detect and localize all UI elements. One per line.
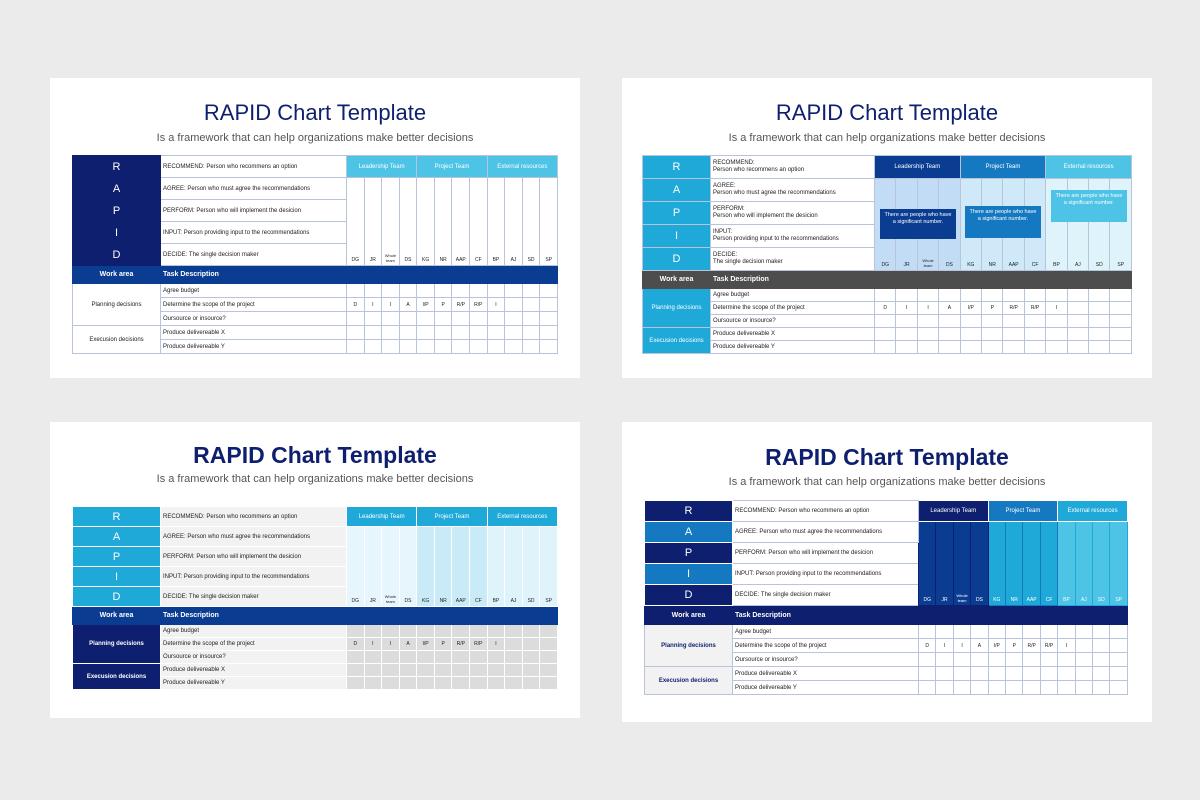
work-area-header: Work area bbox=[643, 271, 711, 289]
col-header: DG bbox=[347, 527, 365, 607]
col-header: JR bbox=[364, 527, 382, 607]
letter-cell: A bbox=[73, 527, 161, 547]
role-label: INPUT: bbox=[735, 571, 755, 577]
note-box: There are people who have a significant number. bbox=[880, 209, 956, 239]
group-leadership: Leadership Team bbox=[347, 156, 417, 178]
role-label: AGREE: bbox=[163, 185, 186, 192]
value-cell: I/P bbox=[417, 638, 435, 651]
rapid-table bbox=[644, 500, 1128, 695]
role-agree bbox=[711, 179, 875, 202]
value-cell: I/P bbox=[960, 302, 981, 315]
value-cell: I bbox=[382, 638, 400, 651]
role-label: AGREE: bbox=[735, 529, 758, 535]
col-header: KG bbox=[988, 522, 1005, 606]
col-header: AAP bbox=[1023, 522, 1040, 606]
header-fill bbox=[875, 271, 1132, 289]
slide-subtitle: Is a framework that can help organizations make better decisions bbox=[728, 476, 1046, 488]
role-input bbox=[161, 567, 347, 587]
task-row: Determine the scope of the project bbox=[733, 639, 919, 653]
letter-cell: R bbox=[73, 507, 161, 527]
role-label: INPUT: bbox=[163, 229, 183, 236]
col-header: NR bbox=[434, 527, 452, 607]
col-header: SD bbox=[522, 178, 540, 266]
letter-cell: I bbox=[73, 222, 161, 244]
col-header: JR bbox=[896, 179, 917, 271]
role-desc: The single decision maker bbox=[760, 592, 831, 598]
group-leadership: Leadership Team bbox=[875, 156, 961, 179]
role-desc: Person who must agree the recommendations bbox=[187, 185, 311, 192]
role-recommend bbox=[161, 156, 347, 178]
value-cell: I bbox=[364, 298, 382, 312]
work-area-header: Work area bbox=[73, 266, 161, 284]
letter-cell: R bbox=[73, 156, 161, 178]
value-cell: D bbox=[347, 298, 365, 312]
work-area-header: Work area bbox=[645, 606, 733, 625]
task-row: Agree budget bbox=[161, 625, 347, 638]
role-recommend bbox=[733, 501, 919, 522]
task-row: Agree budget bbox=[711, 289, 875, 302]
col-header: NR bbox=[434, 178, 452, 266]
role-decide bbox=[733, 585, 919, 606]
col-header: SP bbox=[540, 178, 558, 266]
col-header: CF bbox=[470, 178, 488, 266]
task-row: Determine the scope of the project bbox=[161, 298, 347, 312]
col-header: SD bbox=[1089, 179, 1110, 271]
value-cell: I bbox=[1046, 302, 1067, 315]
group-external: External resources bbox=[487, 507, 557, 527]
role-perform bbox=[161, 547, 347, 567]
role-desc: The single decision maker bbox=[713, 259, 783, 265]
work-area-header: Work area bbox=[73, 607, 161, 625]
col-header: AJ bbox=[1075, 522, 1092, 606]
value-cell: I bbox=[953, 639, 970, 653]
role-desc: Person who recommens an option bbox=[713, 167, 805, 173]
area-planning: Planning decisions bbox=[643, 289, 711, 328]
role-agree bbox=[161, 178, 347, 200]
letter-cell: P bbox=[645, 543, 733, 564]
task-row: Produce delivereable X bbox=[161, 326, 347, 340]
col-header: DS bbox=[939, 179, 960, 271]
letter-cell: I bbox=[73, 567, 161, 587]
role-desc: Person providing input to the recommendations bbox=[183, 573, 310, 580]
area-execusion: Execusion decisions bbox=[645, 667, 733, 695]
role-desc: Person who will implement the desicion bbox=[196, 553, 302, 560]
letter-cell: D bbox=[73, 244, 161, 266]
role-desc: Person who recommens an option bbox=[206, 163, 298, 170]
role-label: AGREE: bbox=[713, 182, 736, 189]
value-cell: I bbox=[364, 638, 382, 651]
role-label: INPUT: bbox=[713, 228, 733, 235]
col-header: JR bbox=[936, 522, 953, 606]
task-row: Produce delivereable Y bbox=[161, 340, 347, 354]
role-desc: Person who must agree the recommendations bbox=[187, 533, 311, 540]
col-header: NR bbox=[1006, 522, 1023, 606]
value-cell: I bbox=[896, 302, 917, 315]
role-label: RECOMMEND: bbox=[713, 159, 755, 166]
task-header: Task Description bbox=[733, 606, 919, 625]
col-header: AAP bbox=[452, 527, 470, 607]
header-fill bbox=[919, 606, 1128, 625]
area-planning: Planning decisions bbox=[73, 284, 161, 326]
role-recommend bbox=[161, 507, 347, 527]
role-decide bbox=[161, 244, 347, 266]
group-leadership: Leadership Team bbox=[919, 501, 989, 522]
col-header: AJ bbox=[505, 178, 523, 266]
role-input bbox=[733, 564, 919, 585]
area-execusion: Execusion decisions bbox=[643, 328, 711, 354]
value-cell: I/P bbox=[988, 639, 1005, 653]
role-label: RECOMMEND: bbox=[163, 163, 205, 170]
role-label: DECIDE: bbox=[735, 592, 760, 598]
col-header: BP bbox=[1058, 522, 1075, 606]
role-desc: Person providing input to the recommendations bbox=[755, 571, 882, 577]
col-header: DG bbox=[875, 179, 896, 271]
group-project: Project Team bbox=[417, 156, 487, 178]
col-header: CF bbox=[1024, 179, 1045, 271]
slide-4 bbox=[622, 422, 1152, 722]
role-label: PERFORM: bbox=[163, 553, 195, 560]
role-label: PERFORM: bbox=[163, 207, 195, 214]
role-label: INPUT: bbox=[163, 573, 183, 580]
task-row: Oursource or insource? bbox=[733, 653, 919, 667]
col-header: SP bbox=[1110, 179, 1132, 271]
value-cell: R/P bbox=[1003, 302, 1024, 315]
slide-subtitle: Is a framework that can help organizations make better decisions bbox=[156, 473, 474, 485]
col-header: AAP bbox=[452, 178, 470, 266]
col-header: BP bbox=[487, 178, 505, 266]
role-agree bbox=[733, 522, 919, 543]
letter-cell: D bbox=[73, 587, 161, 607]
role-perform bbox=[733, 543, 919, 564]
group-project: Project Team bbox=[417, 507, 487, 527]
value-cell: I bbox=[917, 302, 938, 315]
letter-cell: P bbox=[73, 547, 161, 567]
area-execusion: Execusion decisions bbox=[73, 326, 161, 354]
slide-1 bbox=[50, 78, 580, 378]
role-desc: Person who recommens an option bbox=[778, 508, 870, 514]
col-header: AJ bbox=[1067, 179, 1088, 271]
role-label: AGREE: bbox=[163, 533, 186, 540]
task-row: Oursource or insource? bbox=[161, 651, 347, 664]
value-cell: I bbox=[487, 638, 505, 651]
col-header: SP bbox=[540, 527, 558, 607]
value-cell: P bbox=[434, 638, 452, 651]
slide-title: RAPID Chart Template bbox=[193, 442, 437, 468]
letter-cell: P bbox=[73, 200, 161, 222]
role-decide bbox=[711, 248, 875, 271]
note-box: There are people who have a significant number. bbox=[1051, 190, 1127, 222]
group-external: External resources bbox=[1046, 156, 1132, 179]
role-desc: Person providing input to the recommendations bbox=[713, 236, 839, 242]
col-header: KG bbox=[960, 179, 981, 271]
header-fill bbox=[347, 266, 558, 284]
col-header: CF bbox=[470, 527, 488, 607]
letter-cell: R bbox=[645, 501, 733, 522]
slide-3 bbox=[50, 422, 580, 718]
col-header: Whole team bbox=[382, 178, 400, 266]
col-header: Whole team bbox=[917, 179, 938, 271]
role-agree bbox=[161, 527, 347, 547]
col-header: NR bbox=[982, 179, 1003, 271]
letter-cell: D bbox=[643, 248, 711, 271]
letter-cell: I bbox=[645, 564, 733, 585]
value-cell: R/P bbox=[452, 638, 470, 651]
task-row: Produce delivereable X bbox=[161, 664, 347, 677]
task-header: Task Description bbox=[161, 607, 347, 625]
value-cell: I bbox=[487, 298, 505, 312]
col-header: JR bbox=[364, 178, 382, 266]
col-header: DS bbox=[399, 178, 417, 266]
group-external: External resources bbox=[1058, 501, 1128, 522]
col-header: DG bbox=[347, 178, 365, 266]
task-row: Agree budget bbox=[161, 284, 347, 298]
value-cell: A bbox=[939, 302, 960, 315]
value-cell: D bbox=[919, 639, 936, 653]
header-fill bbox=[347, 607, 558, 625]
value-cell: R/P bbox=[452, 298, 470, 312]
col-header: AAP bbox=[1003, 179, 1024, 271]
col-header: DG bbox=[919, 522, 936, 606]
value-cell: R/P bbox=[1024, 302, 1045, 315]
rapid-table bbox=[72, 155, 558, 354]
value-cell: R/P bbox=[1023, 639, 1040, 653]
role-desc: Person providing input to the recommendations bbox=[183, 229, 310, 236]
role-label: DECIDE: bbox=[713, 251, 738, 258]
task-header: Task Description bbox=[711, 271, 875, 289]
value-cell: D bbox=[875, 302, 896, 315]
col-header: AJ bbox=[505, 527, 523, 607]
col-header: Whole team bbox=[382, 527, 400, 607]
value-cell: A bbox=[399, 638, 417, 651]
slide-title: RAPID Chart Template bbox=[775, 100, 999, 125]
letter-cell: A bbox=[73, 178, 161, 200]
role-perform bbox=[161, 200, 347, 222]
role-label: PERFORM: bbox=[735, 550, 767, 556]
group-project: Project Team bbox=[960, 156, 1046, 179]
role-label: RECOMMEND: bbox=[163, 513, 205, 520]
value-cell: I/P bbox=[417, 298, 435, 312]
col-header: SP bbox=[1110, 522, 1128, 606]
role-desc: Person who must agree the recommendations bbox=[713, 190, 836, 196]
role-desc: Person who will implement the desicion bbox=[196, 207, 302, 214]
task-row: Produce delivereable X bbox=[733, 667, 919, 681]
task-row: Agree budget bbox=[733, 625, 919, 639]
value-cell: R/P bbox=[470, 638, 488, 651]
letter-cell: P bbox=[643, 202, 711, 225]
col-header: SD bbox=[522, 527, 540, 607]
task-row: Determine the scope of the project bbox=[711, 302, 875, 315]
task-row: Produce delivereable Y bbox=[161, 677, 347, 690]
slide-subtitle: Is a framework that can help organizations make better decisions bbox=[156, 132, 474, 144]
value-cell: P bbox=[1006, 639, 1023, 653]
role-input bbox=[161, 222, 347, 244]
task-row: Produce delivereable Y bbox=[733, 681, 919, 695]
role-desc: The single decision maker bbox=[188, 593, 259, 600]
slide-subtitle: Is a framework that can help organizations make better decisions bbox=[728, 132, 1046, 144]
area-planning: Planning decisions bbox=[73, 625, 161, 664]
area-planning: Planning decisions bbox=[645, 625, 733, 667]
col-header: BP bbox=[487, 527, 505, 607]
role-label: RECOMMEND: bbox=[735, 508, 777, 514]
col-header: BP bbox=[1046, 179, 1067, 271]
slide-2 bbox=[622, 78, 1152, 378]
group-leadership: Leadership Team bbox=[347, 507, 417, 527]
role-desc: Person who will implement the desicion bbox=[713, 213, 818, 219]
value-cell: P bbox=[434, 298, 452, 312]
letter-cell: D bbox=[645, 585, 733, 606]
role-recommend bbox=[711, 156, 875, 179]
role-desc: Person who recommens an option bbox=[206, 513, 298, 520]
col-header: KG bbox=[417, 527, 435, 607]
value-cell: I bbox=[382, 298, 400, 312]
letter-cell: A bbox=[645, 522, 733, 543]
letter-cell: A bbox=[643, 179, 711, 202]
col-header: DS bbox=[399, 527, 417, 607]
task-row: Oursource or insource? bbox=[161, 312, 347, 326]
task-row: Produce delivereable X bbox=[711, 328, 875, 341]
role-label: DECIDE: bbox=[163, 593, 188, 600]
note-box: There are people who have a significant number. bbox=[965, 206, 1041, 238]
value-cell: R/P bbox=[1040, 639, 1057, 653]
letter-cell: I bbox=[643, 225, 711, 248]
role-desc: The single decision maker bbox=[188, 251, 259, 258]
letter-cell: R bbox=[643, 156, 711, 179]
area-execusion: Execusion decisions bbox=[73, 664, 161, 690]
slide-title: RAPID Chart Template bbox=[203, 100, 427, 125]
role-desc: Person who will implement the desicion bbox=[768, 550, 874, 556]
role-input bbox=[711, 225, 875, 248]
role-label: PERFORM: bbox=[713, 205, 745, 212]
value-cell: I bbox=[1058, 639, 1075, 653]
value-cell: R/P bbox=[470, 298, 488, 312]
role-perform bbox=[711, 202, 875, 225]
slide-title: RAPID Chart Template bbox=[765, 444, 1009, 470]
role-desc: Person who must agree the recommendations bbox=[759, 529, 883, 535]
role-label: DECIDE: bbox=[163, 251, 188, 258]
value-cell: I bbox=[936, 639, 953, 653]
value-cell: D bbox=[347, 638, 365, 651]
value-cell: A bbox=[971, 639, 988, 653]
col-header: SD bbox=[1093, 522, 1110, 606]
group-external: External resources bbox=[487, 156, 557, 178]
rapid-table bbox=[642, 155, 1132, 354]
value-cell: A bbox=[399, 298, 417, 312]
task-row: Oursource or insource? bbox=[711, 315, 875, 328]
task-header: Task Description bbox=[161, 266, 347, 284]
col-header: Whole team bbox=[953, 522, 970, 606]
task-row: Determine the scope of the project bbox=[161, 638, 347, 651]
group-project: Project Team bbox=[988, 501, 1058, 522]
col-header: DS bbox=[971, 522, 988, 606]
col-header: KG bbox=[417, 178, 435, 266]
role-decide bbox=[161, 587, 347, 607]
col-header: CF bbox=[1040, 522, 1057, 606]
task-row: Produce delivereable Y bbox=[711, 341, 875, 354]
rapid-table bbox=[72, 506, 558, 690]
value-cell: P bbox=[982, 302, 1003, 315]
